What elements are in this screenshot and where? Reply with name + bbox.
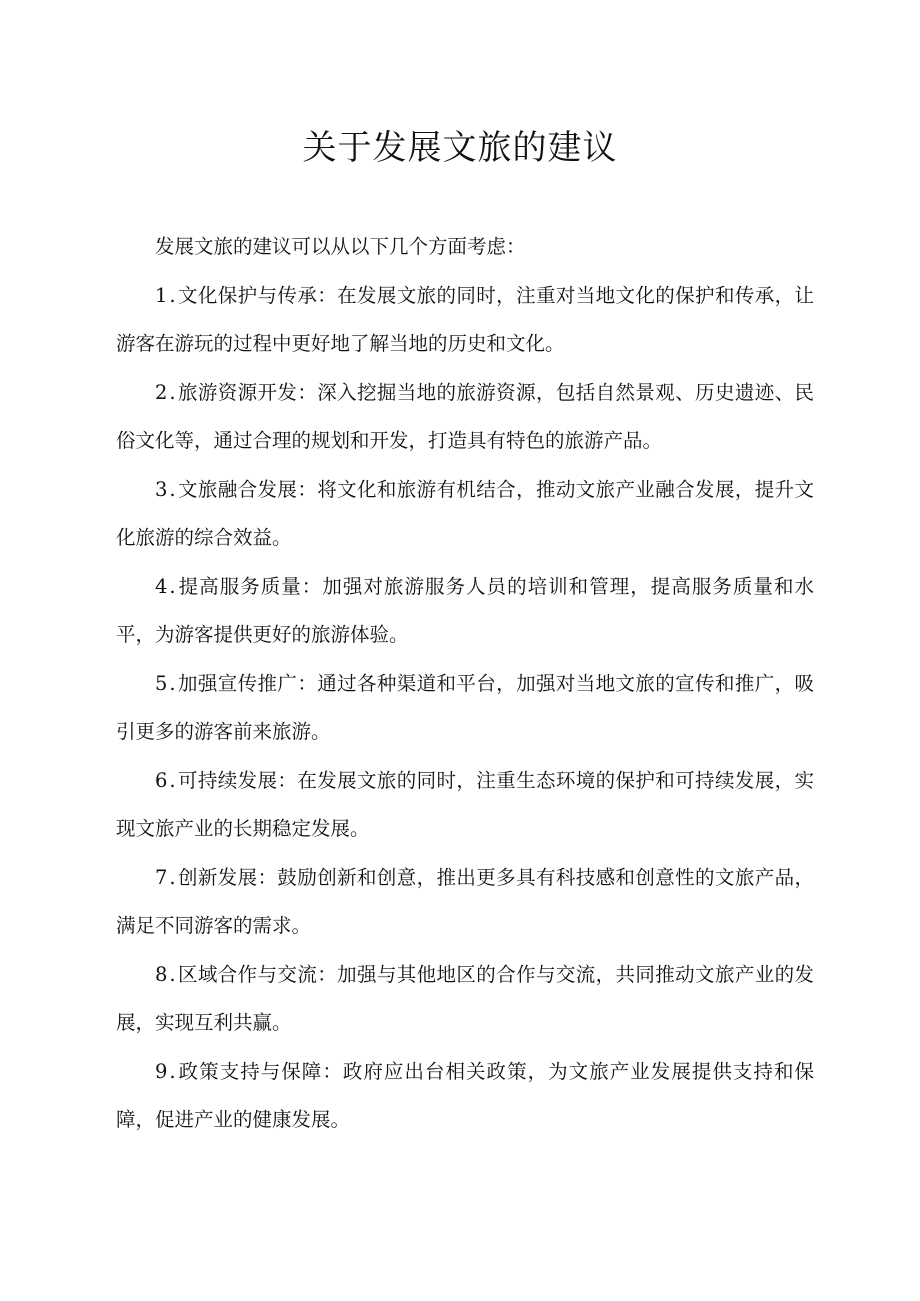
item-text: 加强宣传推广：通过各种渠道和平台，加强对当地文旅的宣传和推广，吸引更多的游客前来旅游。 (116, 671, 814, 743)
intro-paragraph: 发展文旅的建议可以从以下几个方面考虑： (155, 235, 526, 258)
item-text: 提高服务质量：加强对旅游服务人员的培训和管理，提高服务质量和水平，为游客提供更好的旅游体验。 (116, 574, 814, 646)
item-number: 2. (155, 380, 178, 404)
document-body (116, 223, 814, 1145)
item-number: 9. (155, 1059, 178, 1083)
list-item (116, 660, 814, 757)
list-item (116, 563, 814, 660)
list-item (116, 369, 814, 466)
item-number: 1. (155, 283, 178, 307)
item-number: 6. (155, 768, 178, 792)
list-item (116, 854, 814, 951)
list-item (116, 1048, 814, 1145)
item-text: 政策支持与保障：政府应出台相关政策，为文旅产业发展提供支持和保障，促进产业的健康发展。 (116, 1059, 814, 1131)
list-item (116, 272, 814, 369)
item-text: 区域合作与交流：加强与其他地区的合作与交流，共同推动文旅产业的发展，实现互利共赢。 (116, 962, 814, 1034)
item-text: 旅游资源开发：深入挖掘当地的旅游资源，包括自然景观、历史遗迹、民俗文化等，通过合理的规划和开发，打造具有特色的旅游产品。 (116, 380, 814, 452)
item-text: 创新发展：鼓励创新和创意，推出更多具有科技感和创意性的文旅产品，满足不同游客的需求。 (116, 865, 814, 937)
item-number: 3. (155, 477, 178, 501)
item-number: 4. (155, 574, 178, 598)
item-text: 文旅融合发展：将文化和旅游有机结合，推动文旅产业融合发展，提升文化旅游的综合效益。 (116, 477, 814, 549)
item-number: 5. (155, 671, 178, 695)
item-number: 8. (155, 962, 178, 986)
item-text: 可持续发展：在发展文旅的同时，注重生态环境的保护和可持续发展，实现文旅产业的长期稳定发展。 (116, 768, 814, 840)
list-item (116, 757, 814, 854)
list-item (116, 466, 814, 563)
document-title: 关于发展文旅的建议 (302, 128, 618, 168)
list-item (116, 951, 814, 1048)
item-text: 文化保护与传承：在发展文旅的同时，注重对当地文化的保护和传承，让游客在游玩的过程中更好地了解当地的历史和文化。 (116, 283, 814, 355)
item-number: 7. (155, 865, 178, 889)
